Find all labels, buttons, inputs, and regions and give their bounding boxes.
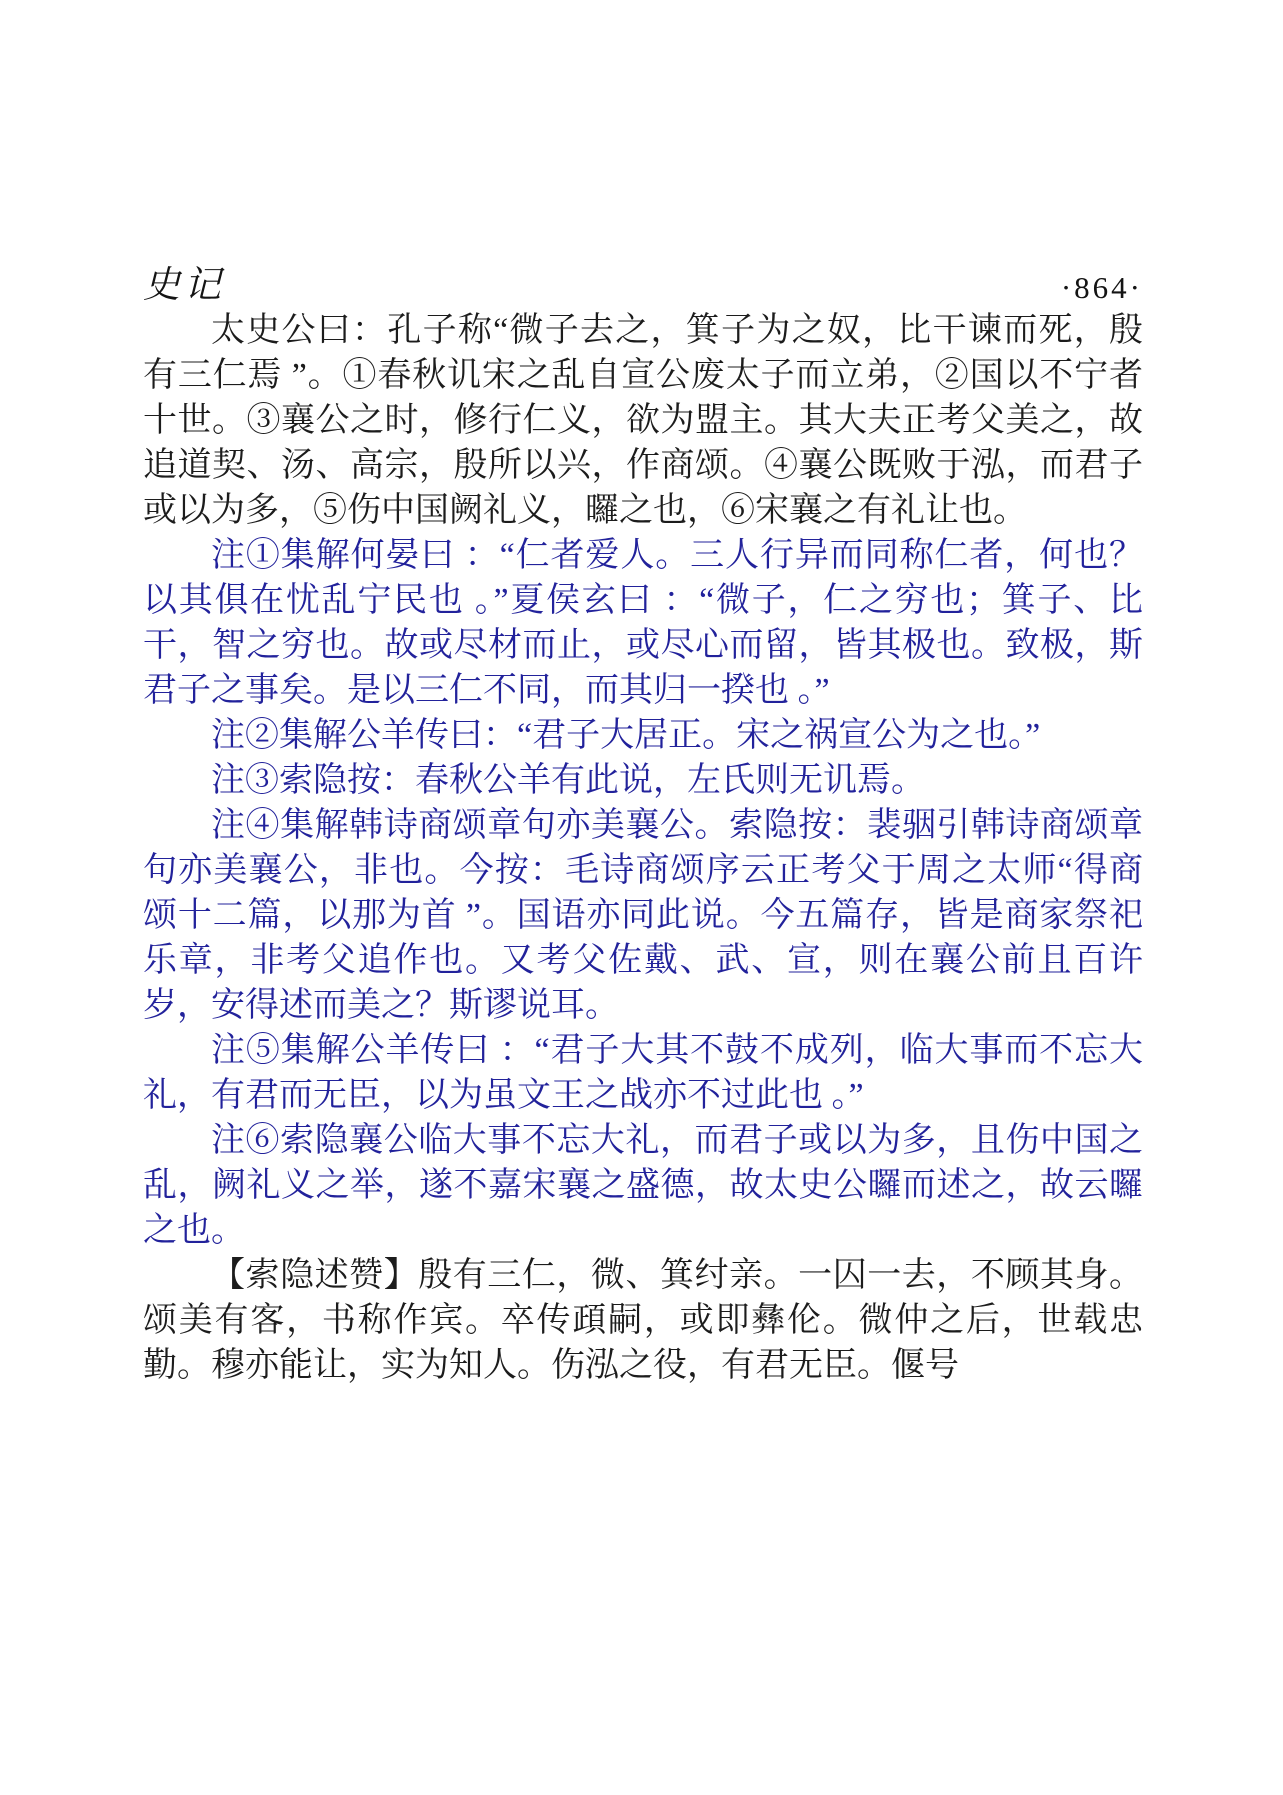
- main-text-block: [143, 308, 1143, 1388]
- note-6: 注⑥索隐襄公临大事不忘大礼，而君子或以为多，且伤中国之乱，阙礼义之举，遂不嘉宋襄之盛德，故太史公曪而述之，故云曪之也。: [143, 1122, 1143, 1249]
- note-5: 注⑤集解公羊传曰 ：“君子大其不鼓不成列，临大事而不忘大礼，有君而无臣，以为虽文王之战亦不过此也 。”: [143, 1032, 1143, 1114]
- page-header: [143, 262, 1143, 308]
- page-content: [143, 262, 1143, 1388]
- note-4: 注④集解韩诗商颂章句亦美襄公。索隐按：裴骃引韩诗商颂章句亦美襄公，非也。今按：毛诗商颂序云正考父于周之太师“得商颂十二篇，以那为首 ”。国语亦同此说。今五篇存，皆是商家祭祀乐章，非考父追作也。又考父佐戴、武、宣，则在襄公前且百许岁，安得述而美之？斯谬说耳。: [143, 807, 1143, 1024]
- book-title: 史记: [143, 265, 225, 306]
- paragraph-suoyin-shuzan: 【索隐述赞】殷有三仁，微、箕纣亲。一囚一去，不顾其身。颂美有客，书称作宾。卒传頙嗣，或即彝伦。微仲之后，世载忠勤。穆亦能让，实为知人。伤泓之役，有君无臣。偃号: [143, 1257, 1143, 1384]
- paragraph-taishigong: 太史公曰：孔子称“微子去之，箕子为之奴，比干谏而死，殷有三仁焉 ”。①春秋讥宋之乱自宣公废太子而立弟，②国以不宁者十世。③襄公之时，修行仁义，欲为盟主。其大夫正考父美之，故追道契、汤、高宗，殷所以兴，作商颂。④襄公既败于泓，而君子或以为多，⑤伤中国阙礼义，曪之也，⑥宋襄之有礼让也。: [143, 312, 1143, 529]
- page-number: ·864·: [1060, 270, 1143, 305]
- note-1: 注①集解何晏曰 ：“仁者爱人。三人行异而同称仁者，何也？以其俱在忧乱宁民也 。”夏侯玄曰 ：“微子，仁之穷也；箕子、比干，智之穷也。故或尽材而止，或尽心而留，皆其极也。致极，斯君子之事矣。是以三仁不同，而其归一揆也 。”: [143, 537, 1143, 709]
- note-2: 注②集解公羊传曰：“君子大居正。宋之祸宣公为之也。”: [211, 717, 1041, 754]
- note-3: 注③索隐按：春秋公羊有此说，左氏则无讥焉。: [211, 762, 925, 799]
